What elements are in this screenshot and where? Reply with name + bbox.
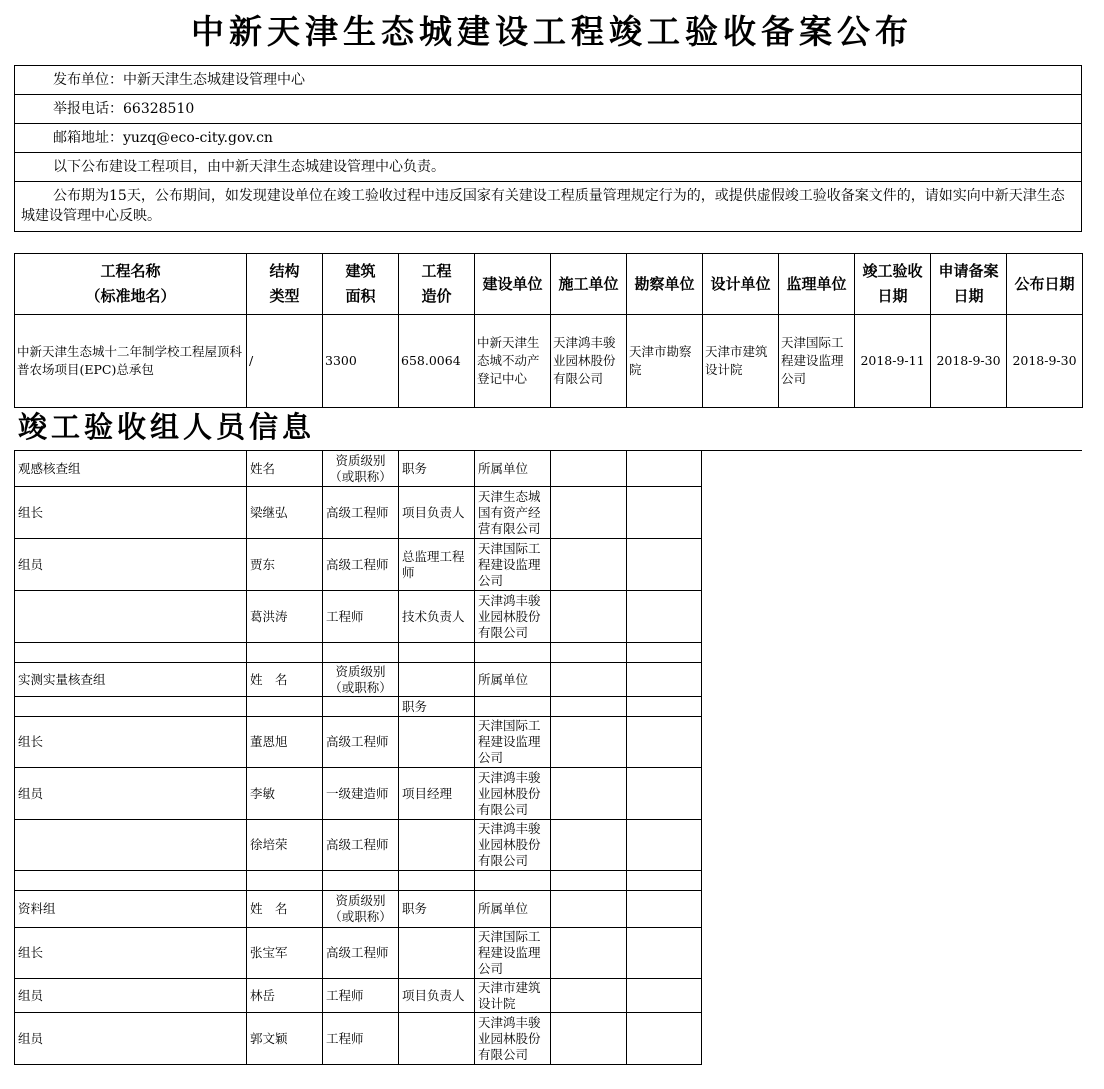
- header-unit: 所属单位: [475, 451, 551, 487]
- member-unit: 天津鸿丰骏业园林股份有限公司: [475, 820, 551, 871]
- member-name: 董恩旭: [247, 717, 323, 768]
- member-unit: 天津生态城国有资产经营有限公司: [475, 487, 551, 539]
- spacer-row: [15, 643, 702, 663]
- project-apply-date: 2018-9-30: [931, 315, 1007, 408]
- member-unit: 天津国际工程建设监理公司: [475, 717, 551, 768]
- publication-info-table: [14, 65, 1082, 232]
- member-row: [15, 979, 702, 1013]
- member-role: [15, 820, 247, 871]
- member-post: [399, 928, 475, 979]
- project-builder: 中新天津生态城不动产登记中心: [475, 315, 551, 408]
- spacer-row: [15, 871, 702, 891]
- post-header-row: [15, 697, 702, 717]
- member-row: [15, 539, 702, 591]
- member-qualification: 工程师: [323, 1013, 399, 1065]
- member-name: 郭文颖: [247, 1013, 323, 1065]
- member-unit: 天津鸿丰骏业园林股份有限公司: [475, 591, 551, 643]
- project-header-row: [15, 254, 1083, 315]
- member-unit: 天津国际工程建设监理公司: [475, 539, 551, 591]
- member-role: 组员: [15, 1013, 247, 1065]
- member-name: 李敏: [247, 768, 323, 820]
- project-structure: /: [247, 315, 323, 408]
- member-name: 林岳: [247, 979, 323, 1013]
- group-name: 观感核查组: [15, 451, 247, 487]
- member-role: 组长: [15, 487, 247, 539]
- header-post: 职务: [399, 891, 475, 928]
- member-qualification: 高级工程师: [323, 928, 399, 979]
- project-supervisor: 天津国际工程建设监理公司: [779, 315, 855, 408]
- member-unit: 天津市建筑设计院: [475, 979, 551, 1013]
- header-post: 职务: [399, 697, 475, 717]
- project-publish-date: 2018-9-30: [1007, 315, 1083, 408]
- acceptance-team-table: [14, 450, 702, 1065]
- member-name: 徐培荣: [247, 820, 323, 871]
- member-qualification: 一级建造师: [323, 768, 399, 820]
- member-qualification: 工程师: [323, 979, 399, 1013]
- member-role: 组员: [15, 979, 247, 1013]
- divider: [700, 450, 1082, 451]
- member-row: [15, 591, 702, 643]
- project-cost: 658.0064: [399, 315, 475, 408]
- member-name: 张宝军: [247, 928, 323, 979]
- member-unit: 天津鸿丰骏业园林股份有限公司: [475, 768, 551, 820]
- member-role: 组长: [15, 928, 247, 979]
- header-unit: 所属单位: [475, 663, 551, 697]
- header-person-name: 姓 名: [247, 663, 323, 697]
- header-project-name: 工程名称 （标准地名）: [15, 254, 247, 315]
- member-row: [15, 1013, 702, 1065]
- group-name: 资料组: [15, 891, 247, 928]
- group-header-row: [15, 891, 702, 928]
- header-area: 建筑 面积: [323, 254, 399, 315]
- project-row: [15, 315, 1083, 408]
- header-constructor: 施工单位: [551, 254, 627, 315]
- member-name: 葛洪涛: [247, 591, 323, 643]
- header-cost: 工程 造价: [399, 254, 475, 315]
- page-title: 中新天津生态城建设工程竣工验收备案公布: [191, 12, 913, 51]
- header-unit: 所属单位: [475, 891, 551, 928]
- header-qualification: 资质级别（或职称）: [323, 891, 399, 928]
- project-survey: 天津市勘察院: [627, 315, 703, 408]
- phone-line: 举报电话：66328510: [15, 95, 1082, 124]
- member-post: [399, 820, 475, 871]
- header-design: 设计单位: [703, 254, 779, 315]
- member-role: [15, 591, 247, 643]
- project-table: [14, 253, 1083, 408]
- project-area: 3300: [323, 315, 399, 408]
- member-qualification: 高级工程师: [323, 539, 399, 591]
- member-row: [15, 928, 702, 979]
- member-post: 项目经理: [399, 768, 475, 820]
- project-accept-date: 2018-9-11: [855, 315, 931, 408]
- section-title: 竣工验收组人员信息: [18, 410, 316, 444]
- email-line: 邮箱地址：yuzq@eco-city.gov.cn: [15, 124, 1082, 153]
- member-unit: 天津国际工程建设监理公司: [475, 928, 551, 979]
- member-post: [399, 717, 475, 768]
- header-builder: 建设单位: [475, 254, 551, 315]
- notice-paragraph: 公布期为15天，公布期间，如发现建设单位在竣工验收过程中违反国家有关建设工程质量管理规定行为的，或提供虚假竣工验收备案文件的，请如实向中新天津生态城建设管理中心反映。: [15, 182, 1082, 232]
- member-post: 项目负责人: [399, 487, 475, 539]
- member-role: 组长: [15, 717, 247, 768]
- group-name: 实测实量核查组: [15, 663, 247, 697]
- member-row: [15, 820, 702, 871]
- header-person-name: 姓 名: [247, 891, 323, 928]
- member-qualification: 高级工程师: [323, 717, 399, 768]
- member-role: 组员: [15, 768, 247, 820]
- member-qualification: 高级工程师: [323, 487, 399, 539]
- group-header-row: [15, 663, 702, 697]
- header-survey: 勘察单位: [627, 254, 703, 315]
- header-qualification: 资质级别（或职称）: [323, 663, 399, 697]
- member-name: 梁继弘: [247, 487, 323, 539]
- member-role: 组员: [15, 539, 247, 591]
- header-post: 职务: [399, 451, 475, 487]
- project-name: 中新天津生态城十二年制学校工程屋顶科普农场项目(EPC)总承包: [15, 315, 247, 408]
- header-publish-date: 公布日期: [1007, 254, 1083, 315]
- member-row: [15, 717, 702, 768]
- project-design: 天津市建筑设计院: [703, 315, 779, 408]
- header-person-name: 姓名: [247, 451, 323, 487]
- member-post: [399, 1013, 475, 1065]
- member-qualification: 高级工程师: [323, 820, 399, 871]
- publisher-line: 发布单位：中新天津生态城建设管理中心: [15, 66, 1082, 95]
- member-name: 贾东: [247, 539, 323, 591]
- member-post: 技术负责人: [399, 591, 475, 643]
- member-row: [15, 487, 702, 539]
- header-accept-date: 竣工验收 日期: [855, 254, 931, 315]
- member-post: 总监理工程师: [399, 539, 475, 591]
- member-qualification: 工程师: [323, 591, 399, 643]
- project-constructor: 天津鸿丰骏业园林股份有限公司: [551, 315, 627, 408]
- group-header-row: [15, 451, 702, 487]
- header-qualification: 资质级别（或职称）: [323, 451, 399, 487]
- header-structure: 结构 类型: [247, 254, 323, 315]
- member-post: 项目负责人: [399, 979, 475, 1013]
- member-row: [15, 768, 702, 820]
- member-unit: 天津鸿丰骏业园林股份有限公司: [475, 1013, 551, 1065]
- header-apply-date: 申请备案 日期: [931, 254, 1007, 315]
- notice-line: 以下公布建设工程项目，由中新天津生态城建设管理中心负责。: [15, 153, 1082, 182]
- header-supervisor: 监理单位: [779, 254, 855, 315]
